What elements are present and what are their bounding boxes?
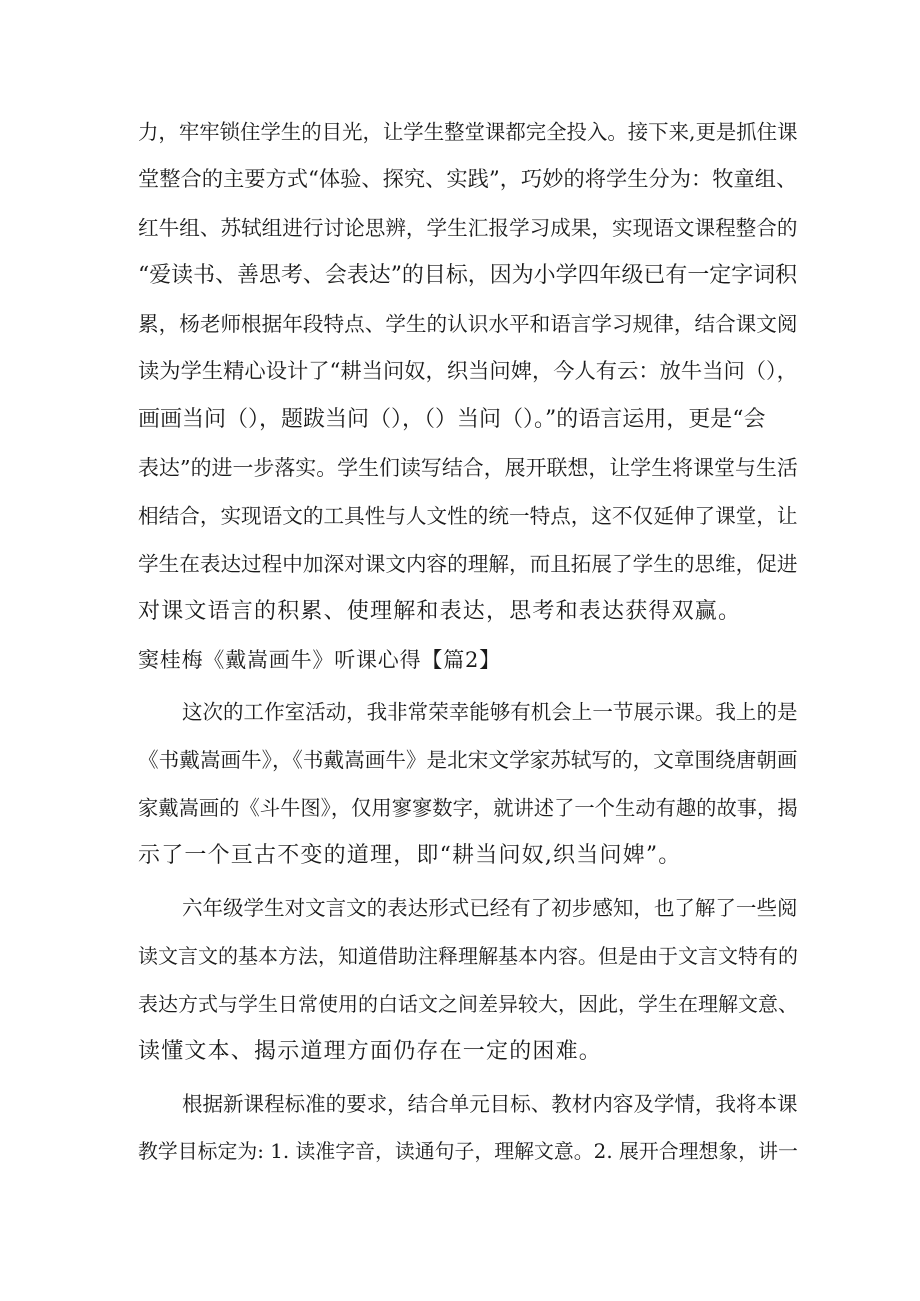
paragraph-1-line-8: 表达”的进一步落实。学生们读写结合，展开联想，让学生将课堂与生活	[138, 456, 798, 480]
paragraph-4-line-1: 根据新课程标准的要求，结合单元目标、教材内容及学情，我将本课	[182, 1092, 798, 1116]
paragraph-1-line-6: 读为学生精心设计了“耕当问奴，织当问婢，今人有云：放牛当问（），	[138, 359, 798, 384]
paragraph-1-line-3: 红牛组、苏轼组进行讨论思辨，学生汇报学习成果，实现语文课程整合的	[138, 216, 798, 240]
paragraph-3-line-4: 读懂文本、揭示道理方面仍存在一定的困难。	[138, 1039, 603, 1064]
paragraph-2-line-2: 《书戴嵩画牛》，《书戴嵩画牛》是北宋文学家苏轼写的，文章围绕唐朝画	[138, 748, 798, 772]
paragraph-1-line-10: 学生在表达过程中加深对课文内容的理解，而且拓展了学生的思维，促进	[138, 552, 798, 576]
paragraph-2-line-1: 这次的工作室活动，我非常荣幸能够有机会上一节展示课。我上的是	[182, 700, 798, 724]
paragraph-1-line-2: 堂整合的主要方式“体验、探究、实践”，巧妙的将学生分为：牧童组、	[138, 167, 798, 192]
paragraph-2-line-3: 家戴嵩画的《斗牛图》，仅用寥寥数字，就讲述了一个生动有趣的故事，揭	[138, 796, 798, 820]
paragraph-3-line-2: 读文言文的基本方法，知道借助注释理解基本内容。但是由于文言文特有的	[138, 944, 798, 968]
paragraph-4-line-2: 教学目标定为: 1. 读准字音，读通句子，理解文意。2. 展开合理想象，讲一	[138, 1140, 798, 1163]
paragraph-1-line-9: 相结合，实现语文的工具性与人文性的统一特点，这不仅延伸了课堂，让	[138, 504, 798, 528]
section-heading: 窦桂梅《戴嵩画牛》听课心得【篇2】	[138, 648, 501, 672]
paragraph-1-line-7: 画画当问（），题跋当问（），（）当问（）。”的语言运用，更是“会	[138, 407, 766, 432]
paragraph-1-line-5: 累，杨老师根据年段特点、学生的认识水平和语言学习规律，结合课文阅	[138, 312, 798, 336]
paragraph-2-line-4: 示了一个亘古不变的道理，即“耕当问奴,织当问婢”。	[138, 843, 682, 868]
paragraph-1-line-4: “爱读书、善思考、会表达”的目标，因为小学四年级已有一定字词积	[138, 263, 798, 288]
paragraph-1-line-11: 对课文语言的积累、使理解和表达，思考和表达获得双赢。	[138, 599, 742, 624]
paragraph-3-line-1: 六年级学生对文言文的表达形式已经有了初步感知，也了解了一些阅	[182, 896, 798, 920]
paragraph-3-line-3: 表达方式与学生日常使用的白话文之间差异较大，因此，学生在理解文意、	[138, 992, 798, 1016]
paragraph-1-line-1: 力，牢牢锁住学生的目光，让学生整堂课都完全投入。接下来,更是抓住课	[138, 120, 798, 144]
